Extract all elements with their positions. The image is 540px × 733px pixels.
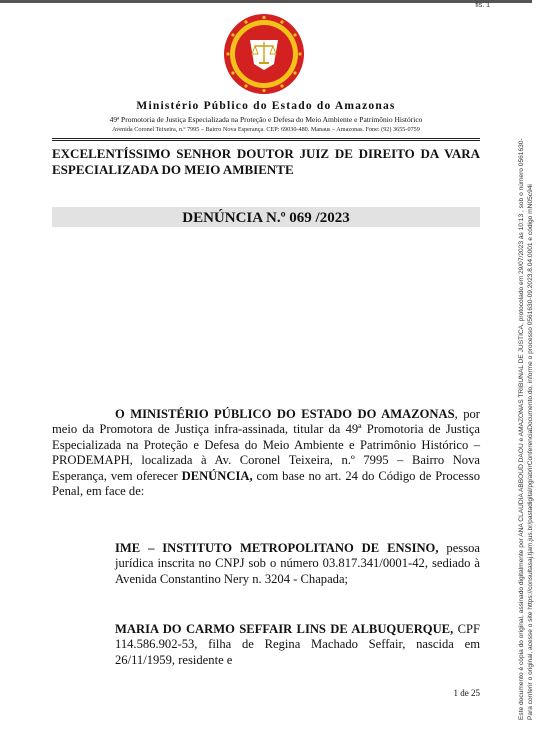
defendant-2 — [115, 622, 480, 668]
page-marker: fls. 1 — [475, 2, 490, 9]
defendant-1-details: pessoa jurídica inscrita no CNPJ sob o número 03.817.341/0001-42, sediado à Avenida Constantino Nery n. 3204 - Chapada; — [115, 541, 480, 586]
defendant-1 — [115, 541, 480, 587]
header-divider-thin — [52, 140, 480, 141]
office-name: 49ª Promotoria de Justiça Especializada na Proteção e Defesa do Meio Ambiente e Patrimônio Histórico — [109, 115, 423, 124]
defendant-2-details: CPF 114.586.902-53, filha de Regina Machado Seffair, nascida em 26/11/1959, residente e — [115, 622, 480, 667]
side-note-line-2: Para conferir o original, acesse o site https://consultasaj.tjam.jus.br/pastadigital/pg/abrirConferenciaDocumento.do, informe o processo 0561630-09.2023.8.04.0001 e código mN05c94i — [527, 184, 534, 720]
intro-text-2: com base no art. 24 do Código de Processo Penal, em face de: — [52, 468, 480, 499]
intro-lead: O MINISTÉRIO PÚBLICO DO ESTADO DO AMAZONAS — [115, 407, 455, 421]
denuncia-word: DENÚNCIA, — [181, 468, 253, 483]
defendant-1-name: IME – INSTITUTO METROPOLITANO DE ENSINO, — [115, 541, 439, 555]
mp-seal-logo — [222, 12, 306, 96]
page-top-border — [0, 0, 532, 3]
institution-name: Ministério Público do Estado do Amazonas — [136, 100, 396, 112]
office-address: Avenida Coronel Teixeira, n.º 7995 – Bairro Nova Esperança. CEP: 69030-480. Manaus – Amazonas. Fone: (92) 3655-0759 — [112, 126, 420, 133]
addressee: EXCELENTÍSSIMO SENHOR DOUTOR JUIZ DE DIREITO DA VARA ESPECIALIZADA DO MEIO AMBIENTE — [52, 146, 480, 177]
document-title: DENÚNCIA N.º 069 /2023 — [182, 210, 350, 226]
intro-text-1: , por meio da Promotora de Justiça infra-assinada, titular da 49ª Promotoria de Justiça Especializada na Proteção e Defesa do Meio Ambiente e Patrimônio Histórico – PRODEMAPH, localizada à Av. Coronel Teixeira, n.º 7995 – Bairro Nova Esperança, vem oferecer — [52, 407, 480, 483]
intro-paragraph — [52, 407, 480, 499]
defendant-2-name: MARIA DO CARMO SEFFAIR LINS DE ALBUQUERQUE, — [115, 622, 454, 636]
header-divider — [52, 138, 480, 139]
side-note-line-1: Este documento é cópia do original, assinado digitalmente por ANA CLAUDIA ABBOUD DAOU e AMAZONAS TRIBUNAL DE JUSTICA, protocolado em 29/07/2023 às 10:13 , sob o número 0561630- — [518, 138, 525, 720]
page-number: 1 de 25 — [453, 688, 480, 698]
side-authentication-note — [500, 60, 540, 720]
